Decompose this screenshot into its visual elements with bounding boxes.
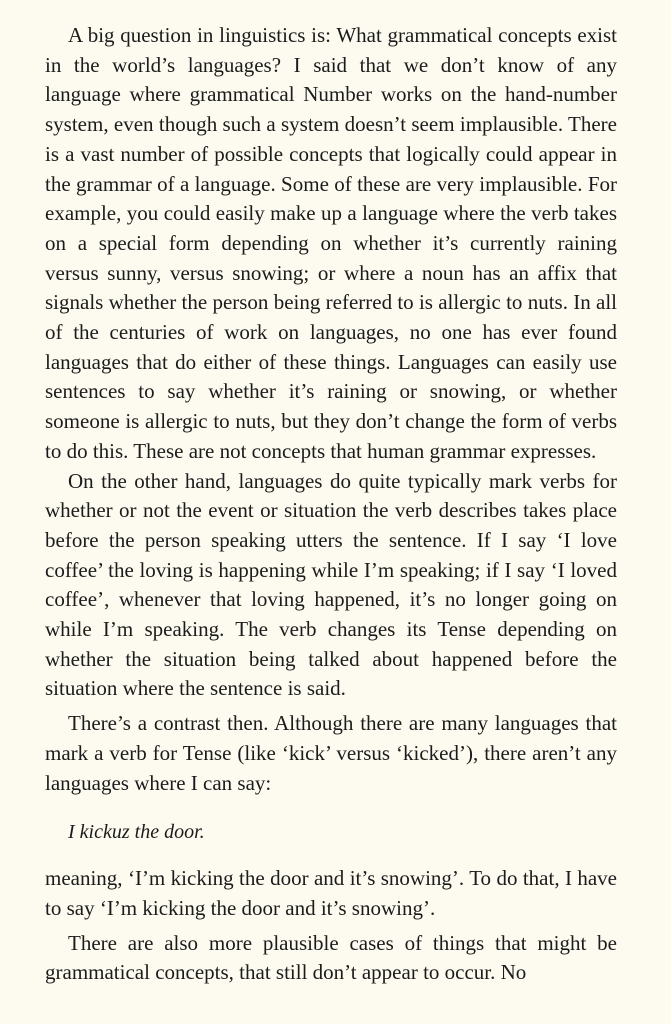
book-page xyxy=(45,21,617,988)
paragraph-continuation: meaning, ‘I’m kicking the door and it’s snowing’. To do that, I have to say ‘I’m kicking the door and it’s snowing’. xyxy=(45,866,617,920)
example-sentence: I kickuz the door. xyxy=(68,821,205,844)
paragraph-1: A big question in linguistics is: What grammatical concepts exist in the world’s languages? I said that we don’t know of any language where grammatical Number works on the hand-number system, even though such a system doesn’t seem implausible. There is a vast number of possible concepts that logically could appear in the grammar of a language. Some of these are very implausible. For example, you could easily make up a language where the verb takes on a special form depending on whether it’s currently raining versus sunny, versus snowing; or where a noun has an affix that signals whether the person being referred to is allergic to nuts. In all of the centuries of work on languages, no one has ever found languages that do either of these things. Languages can easily use sentences to say whether it’s raining or snowing, or whether someone is allergic to nuts, but they don’t change the form of verbs to do this. These are not concepts that human grammar expresses. xyxy=(45,23,617,463)
paragraph-3: There’s a contrast then. Although there are many languages that mark a verb for Tense (like ‘kick’ versus ‘kicked’), there aren’t any languages where I can say: xyxy=(45,711,617,795)
paragraph-4: There are also more plausible cases of things that might be grammatical concepts, that still don’t appear to occur. No xyxy=(45,930,617,985)
paragraph-2: On the other hand, languages do quite typically mark verbs for whether or not the event or situation the verb describes takes place before the person speaking utters the sentence. If I say ‘I love coffee’ the loving is happening while I’m speaking; if I say ‘I loved coffee’, whenever that loving happened, it’s no longer going on while I’m speaking. The verb changes its Tense depending on whether the situation being talked about happened before the situation where the sentence is said. xyxy=(45,468,617,701)
